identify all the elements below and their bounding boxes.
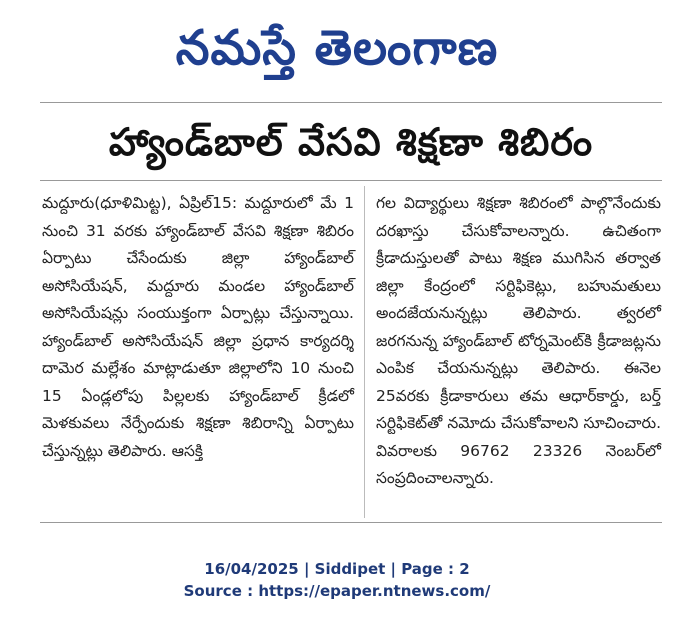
bottom-rule xyxy=(40,522,662,523)
article-column-left xyxy=(42,190,354,465)
column-divider xyxy=(364,186,365,518)
headline-rule xyxy=(40,180,662,181)
left-column-text: మద్దూరు(ధూళిమిట్ట), ఏప్రిల్15: మద్దూరులో మే 1 నుంచి 31 వరకు హ్యాండ్‌బాల్ వేసవి శిక్షణా శిబిరం ఏర్పాటు చేసేందుకు జిల్లా హ్యాండ్‌బాల్ అసోసియేషన్, మద్దూరు మండల హ్యాండ్‌బాల్ అసోసియేషన్లు సంయుక్తంగా ఏర్పాట్లు చేస్తున్నాయి. హ్యాండ్‌బాల్ అసోసియేషన్ జిల్లా ప్రధాన కార్యదర్శి దామెర మల్లేశం మాట్లాడుతూ జిల్లాలోని 10 నుంచి 15 ఏండ్లలోపు పిల్లలకు హ్యాండ్‌బాల్ క్రీడలో మెళకువలు నేర్పేందుకు శిక్షణా శిబిరాన్ని ఏర్పాటు చేస్తున్నట్లు తెలిపారు. ఆసక్తి xyxy=(42,194,354,460)
top-rule xyxy=(40,102,662,103)
article-column-right xyxy=(376,190,661,493)
masthead-logo: నమస్తే తెలంగాణ xyxy=(175,20,499,76)
right-column-text: గల విద్యార్థులు శిక్షణా శిబిరంలో పాల్గొనేందుకు దరఖాస్తు చేసుకోవాలన్నారు. ఉచితంగా క్రీడాదుస్తులతో పాటు శిక్షణ ముగిసిన తర్వాత జిల్లా కేంద్రంలో సర్టిఫికెట్లు, బహుమతులు అందజేయనున్నట్లు తెలిపారు. త్వరలో జరగనున్న హ్యాండ్‌బాల్ టోర్నమెంట్‌కి క్రీడాజట్లను ఎంపిక చేయనున్నట్లు తెలిపారు. ఈనెల 25వరకు క్రీడాకారులు తమ ఆధార్‌కార్డు, బర్త్ సర్టిఫికెట్‌తో నమోదు చేసుకోవాలని సూచించారు. వివరాలకు 96762 23326 నెంబర్‌లో సంప్రదించాలన్నారు. xyxy=(376,194,661,487)
footer-date-edition: 16/04/2025 | Siddipet | Page : 2 xyxy=(204,560,470,578)
footer-source: Source : https://epaper.ntnews.com/ xyxy=(183,582,491,600)
article-headline: హ్యాండ్‌బాల్ వేసవి శిక్షణా శిబిరం xyxy=(108,120,594,164)
